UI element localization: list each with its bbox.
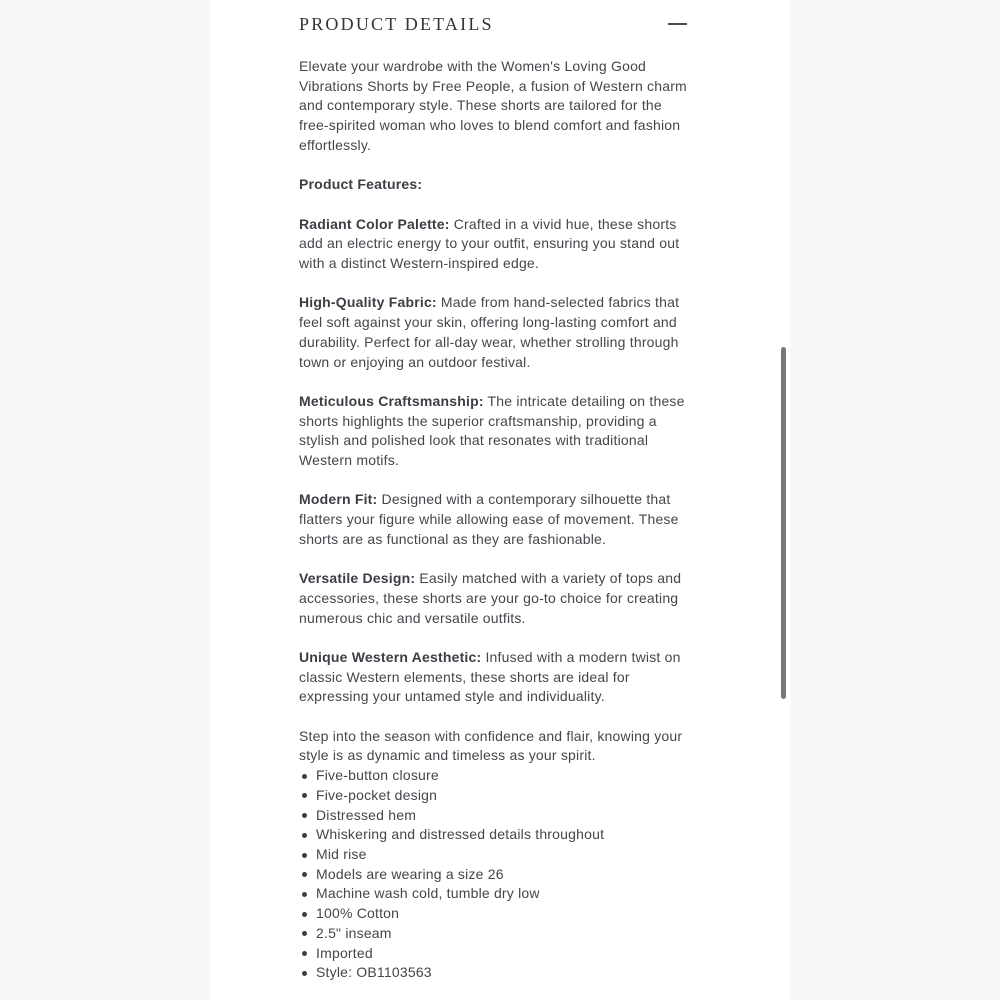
closing-paragraph: Step into the season with confidence and flair, knowing your style is as dynamic and timeless as your spirit. <box>299 727 683 764</box>
feature-label: Modern Fit: <box>299 491 378 508</box>
feature-paragraph-fabric <box>299 293 695 372</box>
product-details-panel <box>210 0 790 1000</box>
feature-label: Radiant Color Palette: <box>299 215 450 232</box>
feature-paragraph-aesthetic <box>299 648 695 707</box>
feature-text: Infused with a modern twist on classic Western elements, these shorts are ideal for expressing your untamed style and individuality. <box>299 648 681 705</box>
product-description <box>299 57 695 983</box>
feature-text: Crafted in a vivid hue, these shorts add an electric energy to your outfit, ensuring you stand out with a distinct Western-inspired edge. <box>299 215 680 271</box>
features-heading: Product Features: <box>299 176 423 193</box>
list-item: 100% Cotton <box>299 904 695 924</box>
list-item: Distressed hem <box>299 806 695 826</box>
spec-list <box>299 766 695 983</box>
list-item: Mid rise <box>299 845 695 865</box>
product-details-header[interactable] <box>299 13 693 35</box>
scrollbar-thumb[interactable] <box>781 347 786 699</box>
feature-paragraph-design <box>299 569 695 628</box>
feature-paragraph-craftsmanship <box>299 392 695 471</box>
list-item: Machine wash cold, tumble dry low <box>299 884 695 904</box>
list-item: Whiskering and distressed details throughout <box>299 825 695 845</box>
list-item: Models are wearing a size 26 <box>299 865 695 885</box>
feature-paragraph-radiant-color <box>299 215 695 274</box>
list-item: Style: OB1103563 <box>299 963 695 983</box>
feature-text: Made from hand-selected fabrics that feel soft against your skin, offering long-lasting comfort and durability. Perfect for all-day wear, whether strolling through town or enjoying an outdoor festival. <box>299 294 680 370</box>
list-item: Five-pocket design <box>299 786 695 806</box>
feature-label: High-Quality Fabric: <box>299 294 437 311</box>
feature-label: Unique Western Aesthetic: <box>299 648 482 665</box>
minus-icon[interactable] <box>668 23 687 25</box>
list-item: 2.5" inseam <box>299 924 695 944</box>
feature-label: Versatile Design: <box>299 570 416 587</box>
feature-label: Meticulous Craftsmanship: <box>299 392 484 409</box>
feature-text: Easily matched with a variety of tops and accessories, these shorts are your go-to choice for creating numerous chic and versatile outfits. <box>299 570 682 626</box>
feature-text: The intricate detailing on these shorts highlights the superior craftsmanship, providing a stylish and polished look that resonates with traditional Western motifs. <box>299 392 685 468</box>
intro-paragraph: Elevate your wardrobe with the Women's Loving Good Vibrations Shorts by Free People, a fusion of Western charm and contemporary style. These shorts are tailored for the free-spirited woman who loves to blend comfort and fashion effortlessly. <box>299 58 687 153</box>
section-title: PRODUCT DETAILS <box>299 13 494 34</box>
feature-paragraph-fit <box>299 490 695 549</box>
feature-text: Designed with a contemporary silhouette that flatters your figure while allowing ease of movement. These shorts are as functional as they are fashionable. <box>299 491 679 547</box>
list-item: Imported <box>299 944 695 964</box>
list-item: Five-button closure <box>299 766 695 786</box>
